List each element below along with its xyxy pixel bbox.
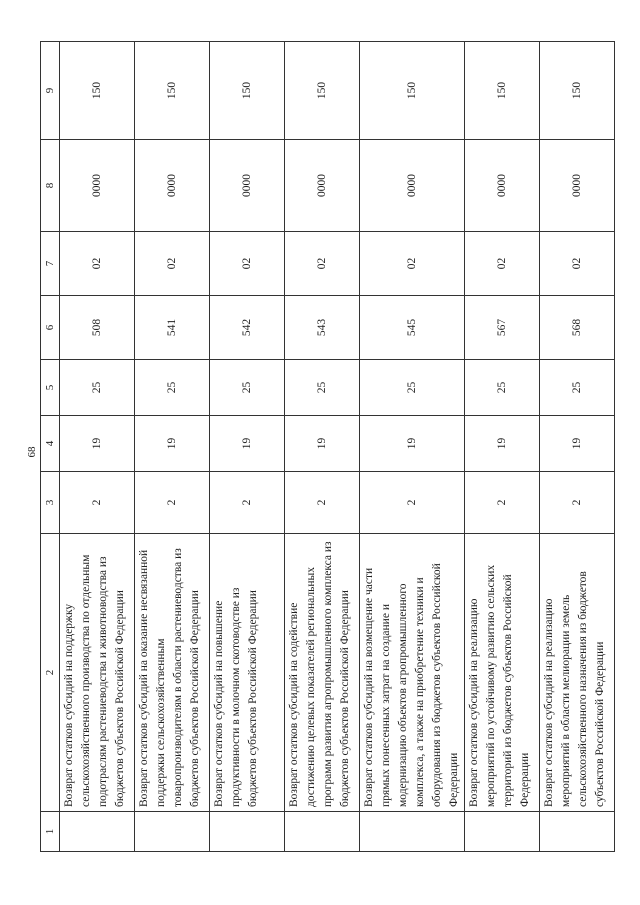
code-cell: 19 (135, 416, 210, 472)
table-row (210, 42, 285, 852)
code-cell: 150 (285, 42, 360, 140)
code-cell: 02 (60, 232, 135, 296)
row-index-cell (540, 812, 615, 852)
code-cell: 543 (285, 296, 360, 360)
row-index-cell (60, 812, 135, 852)
code-cell: 2 (540, 472, 615, 534)
header-cell: 5 (41, 360, 60, 416)
code-cell: 19 (210, 416, 285, 472)
code-cell: 150 (540, 42, 615, 140)
table-row (135, 42, 210, 852)
header-cell: 1 (41, 812, 60, 852)
code-cell: 2 (60, 472, 135, 534)
header-cell: 8 (41, 140, 60, 232)
header-cell: 4 (41, 416, 60, 472)
table-row (465, 42, 540, 852)
code-cell: 19 (465, 416, 540, 472)
table-header-row (41, 42, 60, 852)
header-cell: 6 (41, 296, 60, 360)
row-index-cell (210, 812, 285, 852)
code-cell: 25 (135, 360, 210, 416)
rotated-table-container (40, 42, 606, 852)
code-cell: 25 (60, 360, 135, 416)
row-index-cell (360, 812, 465, 852)
code-cell: 567 (465, 296, 540, 360)
code-cell: 508 (60, 296, 135, 360)
row-index-cell (135, 812, 210, 852)
code-cell: 25 (540, 360, 615, 416)
code-cell: 02 (465, 232, 540, 296)
code-cell: 02 (360, 232, 465, 296)
code-cell: 2 (285, 472, 360, 534)
code-cell: 25 (210, 360, 285, 416)
description-cell: Возврат остатков субсидий на реализацию мероприятий по устойчивому развитию сельских территорий из бюджетов субъектов Российской Федерации (465, 534, 540, 812)
code-cell: 150 (465, 42, 540, 140)
row-index-cell (465, 812, 540, 852)
code-cell: 02 (540, 232, 615, 296)
budget-code-table (40, 41, 615, 852)
code-cell: 545 (360, 296, 465, 360)
header-cell: 2 (41, 534, 60, 812)
code-cell: 0000 (210, 140, 285, 232)
table-row (360, 42, 465, 852)
code-cell: 2 (210, 472, 285, 534)
code-cell: 2 (360, 472, 465, 534)
code-cell: 02 (285, 232, 360, 296)
code-cell: 150 (135, 42, 210, 140)
header-cell: 7 (41, 232, 60, 296)
table-row (60, 42, 135, 852)
code-cell: 19 (360, 416, 465, 472)
code-cell: 2 (465, 472, 540, 534)
code-cell: 0000 (360, 140, 465, 232)
page-number: 68 (26, 446, 38, 458)
code-cell: 0000 (285, 140, 360, 232)
code-cell: 0000 (60, 140, 135, 232)
header-cell: 3 (41, 472, 60, 534)
code-cell: 541 (135, 296, 210, 360)
header-cell: 9 (41, 42, 60, 140)
description-cell: Возврат остатков субсидий на возмещение части прямых понесенных затрат на создание и модернизацию объектов агропромышленного комплекса, а также на приобретение техники и оборудования из бюджетов субъектов Российской Федерации (360, 534, 465, 812)
code-cell: 25 (285, 360, 360, 416)
code-cell: 25 (360, 360, 465, 416)
code-cell: 150 (360, 42, 465, 140)
description-cell: Возврат остатков субсидий на повышение продуктивности в молочном скотоводстве из бюджетов субъектов Российской Федерации (210, 534, 285, 812)
code-cell: 0000 (540, 140, 615, 232)
code-cell: 2 (135, 472, 210, 534)
code-cell: 150 (60, 42, 135, 140)
description-cell: Возврат остатков субсидий на содействие достижению целевых показателей региональных программ развития агропромышленного комплекса из бюджетов субъектов Российской Федерации (285, 534, 360, 812)
row-index-cell (285, 812, 360, 852)
code-cell: 150 (210, 42, 285, 140)
table-row (540, 42, 615, 852)
code-cell: 19 (60, 416, 135, 472)
table-row (285, 42, 360, 852)
code-cell: 0000 (465, 140, 540, 232)
code-cell: 0000 (135, 140, 210, 232)
description-cell: Возврат остатков субсидий на реализацию мероприятий в области мелиорации земель сельскохозяйственного назначения из бюджетов субъектов Российской Федерации (540, 534, 615, 812)
code-cell: 02 (210, 232, 285, 296)
code-cell: 19 (540, 416, 615, 472)
code-cell: 19 (285, 416, 360, 472)
code-cell: 542 (210, 296, 285, 360)
code-cell: 25 (465, 360, 540, 416)
code-cell: 02 (135, 232, 210, 296)
description-cell: Возврат остатков субсидий на поддержку сельскохозяйственного производства по отдельным подотраслям растениеводства и животноводства из бюджетов субъектов Российской Федерации (60, 534, 135, 812)
description-cell: Возврат остатков субсидий на оказание несвязанной поддержки сельскохозяйственным товаропроизводителям в области растениеводства из бюджетов субъектов Российской Федерации (135, 534, 210, 812)
code-cell: 568 (540, 296, 615, 360)
